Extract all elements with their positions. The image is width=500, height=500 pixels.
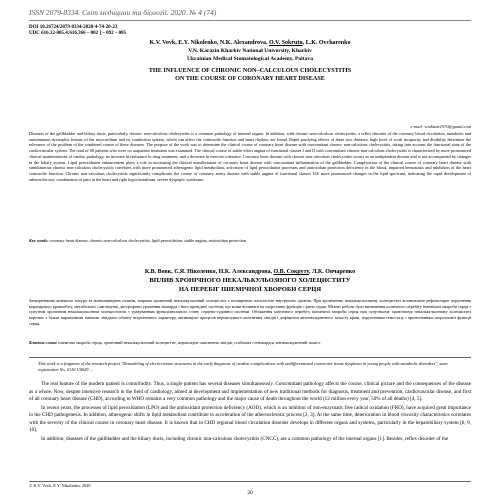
authors-ua	[0, 268, 500, 276]
research-note: This work is a fragment of the research project "Remodeling of electro-tissue structures in the early diagnosis of cardiac complications with undifferentiated connective tissue dysplasia in young people with metabolic disorders", state registration No. 0116 U0029 ...	[38, 361, 448, 372]
article-title-en-line1: THE INFLUENCE OF CHRONIC NON–CALCULOUS CHOLECYSTITIS	[148, 67, 352, 74]
page-number: 20	[247, 490, 253, 496]
body-text	[29, 381, 471, 444]
journal-header	[29, 8, 471, 19]
header-divider	[29, 20, 471, 21]
keywords-ua	[29, 340, 471, 346]
keywords-ua-label: Ключові слова:	[29, 340, 58, 345]
note-divider	[29, 357, 471, 358]
body-paragraph-3: In addition, diseases of the gallbladder and the biliary ducts, including chronic non-calculous cholecystitis (CNCC), are a common pathology of the internal organs [1]. Besides, reflex disorder of the	[41, 435, 449, 442]
abstract-ua: Захворювання жовчного міхура та жовчовивідних шляхів, зокрема хронічний некалькульозний холецистит є поширеною патологією внутрішніх органів. При хронічному некалькульозному холециститі встановлено рефлекторне порушення коронарного кровообігу, метаболічні і автоімунні дистрофічні ураження міокарда і його провідної системи, що може впливати на скоротливу функцію і ритм серця. Метою роботи було визначення клінічного перебігу ішемічної хвороби серця з супутнім хронічним некалькульозним холециститом з урахуванням функціонального стану серцево-судинної системи. Обтяження клінічного перебігу ішемічної хвороби серця при супутньому хронічному некалькульозному холециститі корелює з більш вираженими змінами ліпідного обміну атерогенного характеру, активацією процесів пероксидного окиснення ліпідів і дефіцитом антиоксидантного захисту крові, порушенням гемостазу і пригніченням скоротливої функції серця.	[29, 298, 471, 326]
keywords-en-text: coronary heart disease, chronic non-calculous cholecystitis, lipid peroxidation, stable angina, antioxidant protection	[48, 238, 247, 243]
udc-line: UDC 616.12-005.4:616.366 – 002 ] – 092 – 085	[29, 31, 127, 36]
authors-ua-part1: К.В. Вовк, Є.Я. Ніколенко, Н.К. Александрова,	[144, 269, 272, 275]
keywords-en	[29, 238, 471, 244]
abstract-en: Diseases of the gallbladder and biliary ducts, particularly, chronic non-calculous cholecystitis is a common pathology of internal organs. In addition, with chronic non-calculous cholecystitis, a reflex disorder of the coronary blood circulation, metabolic and autoimmune dystrophic lesions of the myocardium and its conduction system, which can affect the contractile function and heart rhythm, are found. Rapid purifying effects of these two diseases, high level of work incapacity and disability determine the relevance of the problem of the combined course of these diseases. The purpose of the work was to determine the clinical course of coronary heart disease with concomitant chronic non-calculous cholecystitis, taking into account the functional state of the cardiovascular system. The total of 68 patients who were on outpatient treatment was examined. The clinical course of stable effort angina of functional classes I and II with concomitant chronic non-calculous cholecystitis is characterized by more pronounced clinical manifestations of cardiac pathology, an increase in resistance to drug treatment, and a decrease in exercise tolerance. Coronary heart disease with chronic non-calculous cholecystitis occurs as an independent disease and is not accompanied by changes in the biliary system. Lipid peroxidation enhancement plays a role in increasing the clinical manifestation of coronary heart disease with concomitant inflammation of the gallbladder. Complication of the clinical course of coronary heart disease with simultaneous chronic non-calculous cholecystitis correlates with more pronounced atherogenic lipid metabolism, activation of lipid peroxidation processes and antioxidant protection deficiency in the blood, impaired hemostasis and inhibition of the heart contractile function. Chronic non-calculous cholecystitis significantly complicates the course of coronary artery disease with stable angina of functional classes I-II: more pronounced changes in the lipid spectrum, indicating the rapid development of atherosclerosis, combination of pain in the heart and right hypochondrium, severe dyspeptic syndrome.	[29, 131, 471, 182]
journal-title: ISSN 2079-8334. Світ медицини та біології. 2020. № 4 (74)	[29, 8, 217, 17]
authors-ua-part2: , Л.К. Овчаренко	[308, 269, 356, 275]
authors-ua-underlined: О.В. Сокруту	[273, 269, 309, 275]
doi-line: DOI 10.26724/2079-8334-2020-4-74-20-23	[29, 25, 118, 30]
article-title-ua-line1: ВПЛИВ ХРОНІЧНОГО НЕКАЛЬКУЛЬОЗНОГО ХОЛЕЦИСТИТУ	[149, 277, 351, 284]
article-title-ua	[0, 277, 500, 294]
body-paragraph-1: The real feature of the modern patient is comorbidity. Thus, a single patient has several diseases simultaneously. Concomitant pathology affects the course, clinical picture and the consequences of the disease as a whole. Now, despite intensive research in the field of cardiology, aimed at development and implementation of new traditional methods for diagnosis, treatment and prevention, cardiovascular disease, and first of all coronary heart disease (CHD), according to WHO remains a very common pathology and the major cause of death throughout the world (12 million every year, 50% of all deaths) [4, 5].	[29, 381, 471, 402]
keywords-en-label: Key words:	[29, 238, 49, 243]
body-paragraph-2: In recent years, the processes of lipid peroxidation (LPO) and the antioxidant protection deficiency (AOD), which is an inhibitor of non-enzymatic free radical oxidation (FRO), have acquired great importance in the CHD pathogenesis. In addition, atherogenic shifts in lipid metabolism contribute to acceleration of the atherosclerotic process [2, 3]. At the same time, deterioration in blood viscosity characteristics correlates with the severity of the clinical course in coronary heart disease. It is known that in CHD regional blood circulation disorder develops in different organs and systems, particularly in the hepatobiliary system [6, 9, 10].	[29, 404, 471, 433]
authors-en-part1: K.V. Vovk, E.Y. Nikolenko, N.K. Alexandrova,	[149, 40, 268, 46]
article-title-ua-line2: НА ПЕРЕБІГ ІШЕМІЧНОЇ ХВОРОБИ СЕРЦЯ	[178, 285, 322, 293]
affiliation-1: V.N. Karazin Kharkiv National University, Kharkiv	[188, 48, 312, 54]
article-title-en-line2: ON THE COURSE OF CORONARY HEART DISEASE	[175, 75, 325, 82]
authors-en-part2: , L.K. Ovcharenko	[302, 40, 351, 46]
footer-divider	[29, 481, 471, 482]
authors-en	[0, 40, 500, 48]
keywords-ua-text: ішемічна хвороба серця, хронічний некалькульозний холецистит, пероксидне окиснення ліпідів, стабільна стенокардія, антиоксидантний захист.	[57, 340, 321, 345]
affiliation-2: Ukrainian Medical Stomatological Academy, Poltava	[186, 56, 313, 62]
copyright: © K.V. Vovk, E.Y. Nikolenko, 2020	[29, 483, 91, 488]
authors-en-underlined: O.V. Sokrutu	[268, 40, 303, 46]
corresponding-email: e-mail: vovkkate1970@gmail.com	[410, 124, 471, 129]
